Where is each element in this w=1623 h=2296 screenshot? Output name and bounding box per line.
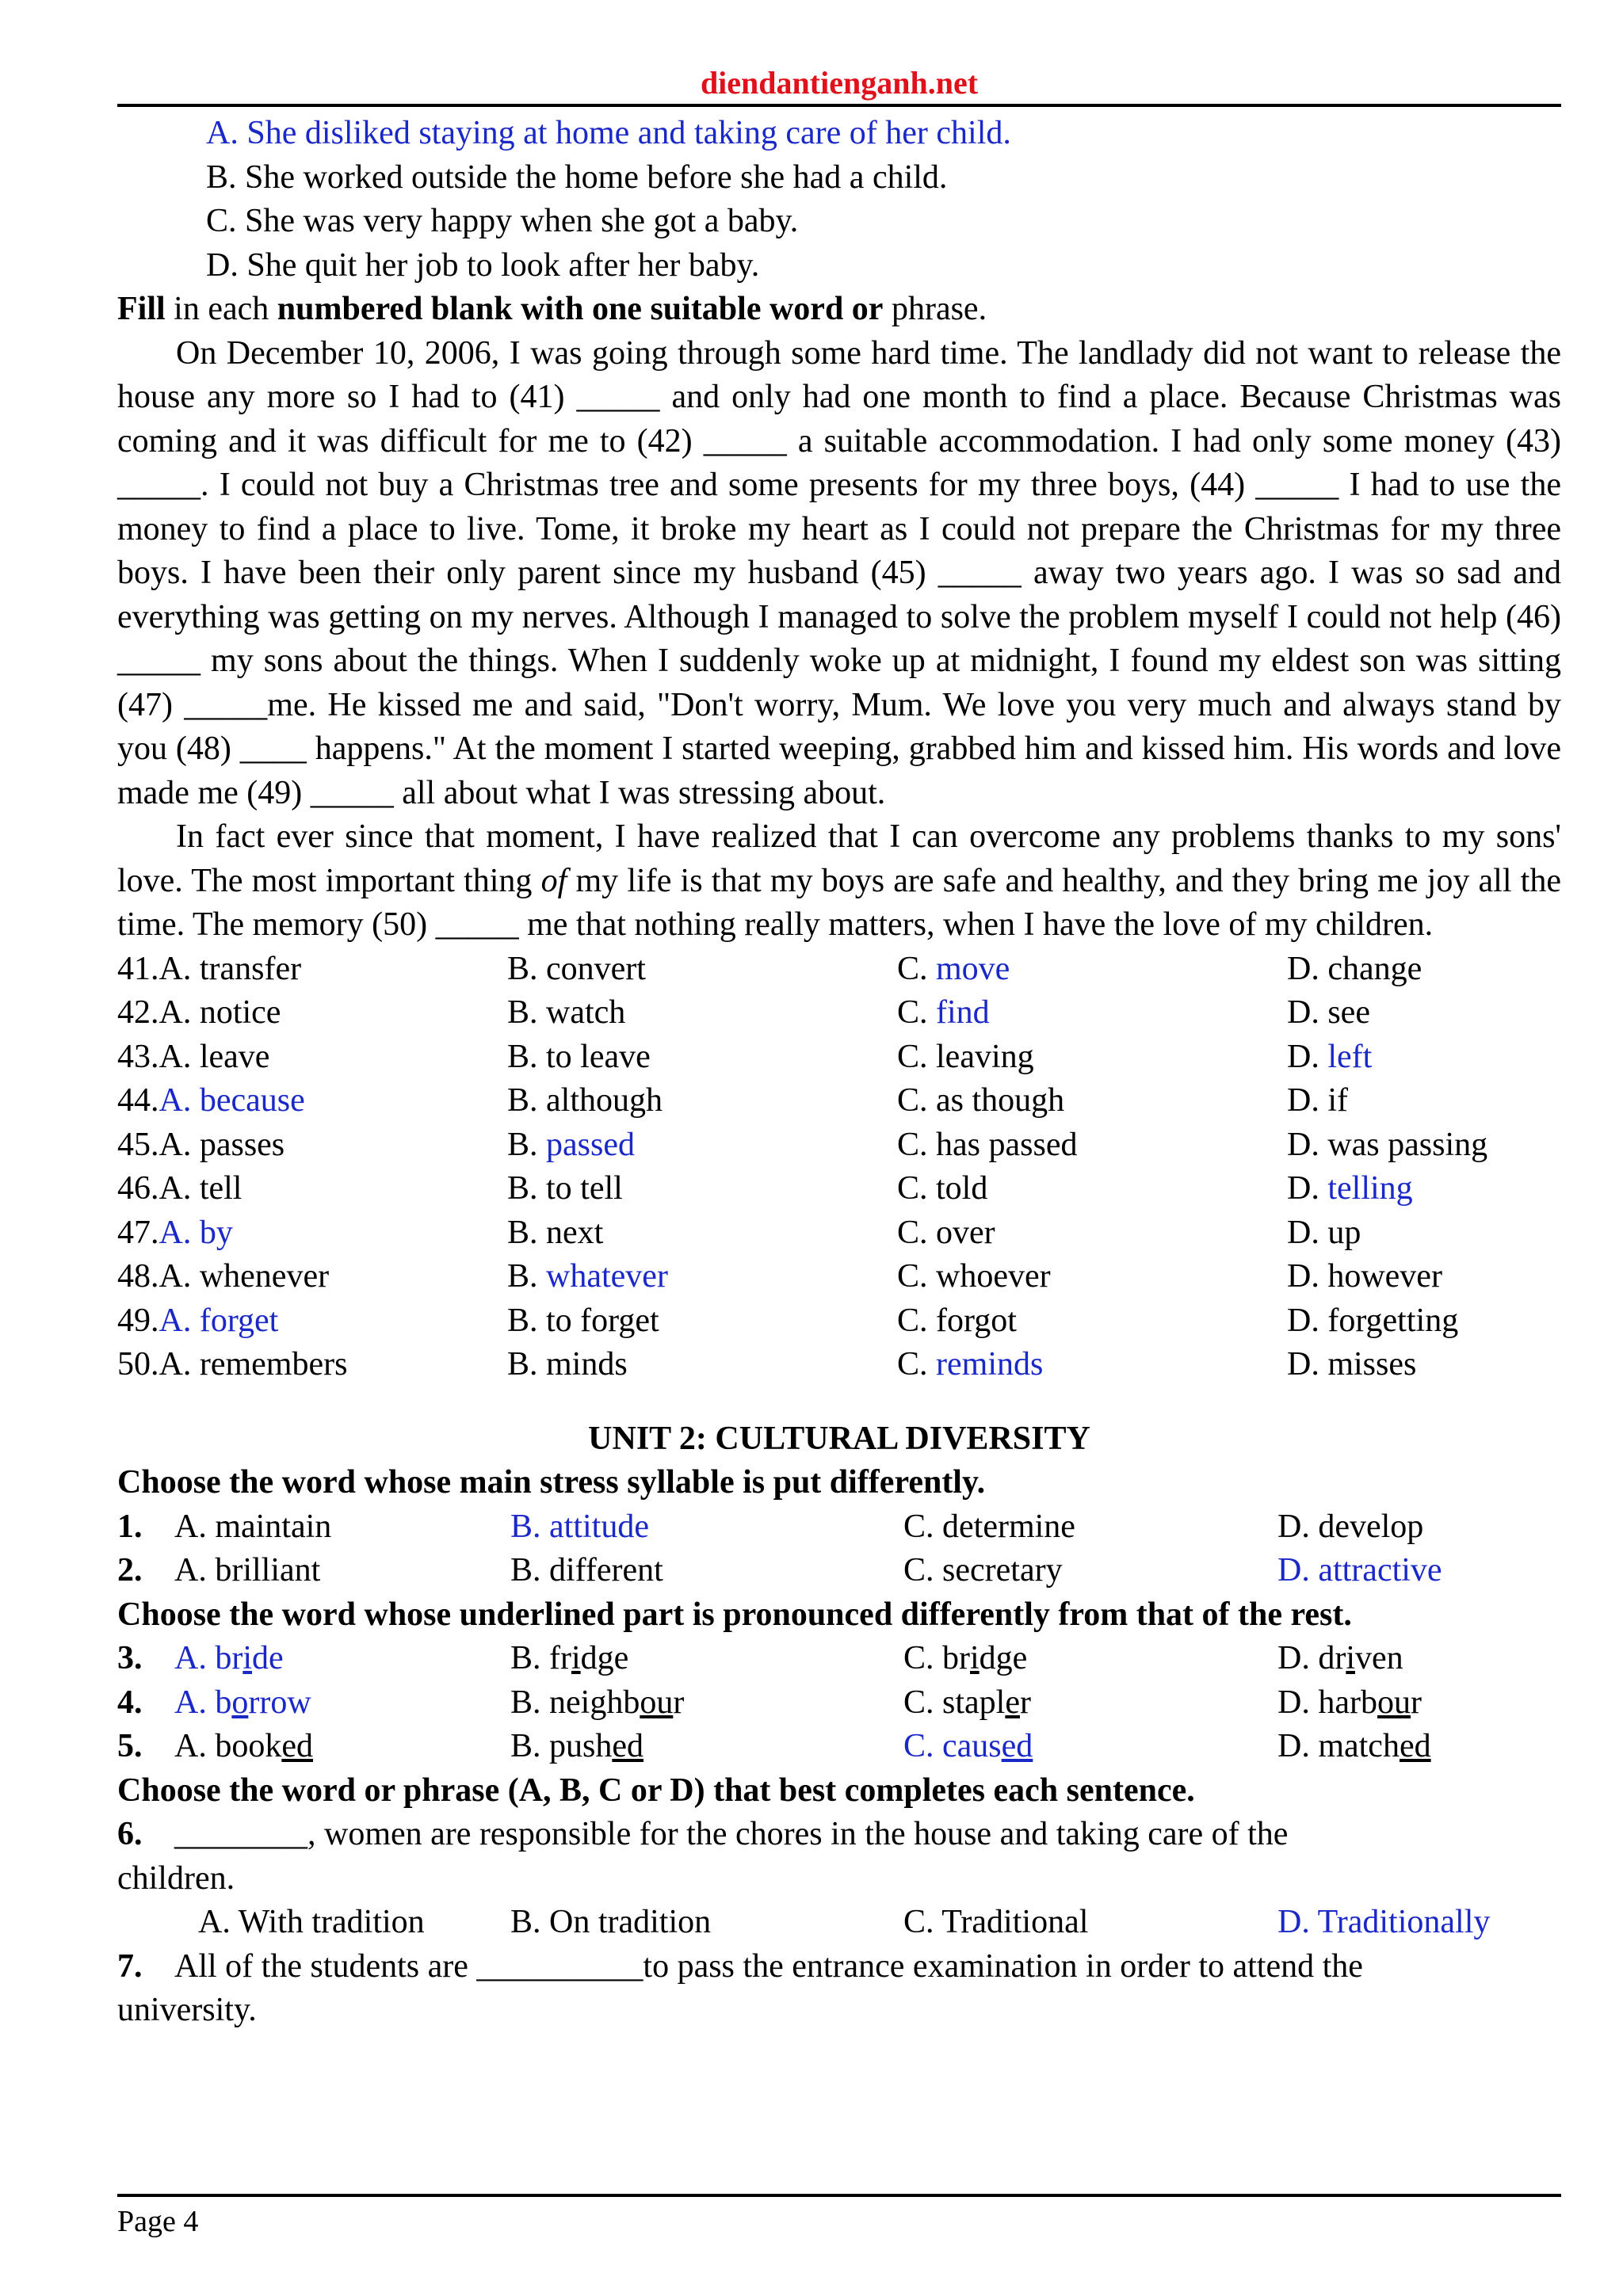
question-text: All of the students are __________to pass the entrance examination in order to attend the (174, 1947, 1363, 1985)
option-word: passed (546, 1126, 635, 1163)
option-correct (174, 1681, 311, 1726)
option-text: dge (979, 1640, 1028, 1676)
option-letter: C. (897, 994, 937, 1031)
option: A. transfer (158, 950, 302, 987)
answer-row (117, 1079, 1561, 1123)
answer-row (117, 991, 1561, 1035)
option: A. brilliant (174, 1552, 321, 1589)
prev-option-b: B. She worked outside the home before she had a child. (206, 158, 948, 196)
option-correct (507, 1255, 668, 1299)
option-letter: C. (897, 1346, 937, 1383)
answer-number-and-option (117, 1167, 242, 1211)
option (510, 1725, 643, 1769)
option-correct: D. attractive (1277, 1552, 1442, 1589)
option-text: rrow (248, 1684, 311, 1721)
option: A. With tradition (198, 1904, 425, 1940)
answer-number: 46. (117, 1170, 159, 1207)
option: C. secretary (903, 1552, 1063, 1589)
answer-number-and-option (117, 1255, 329, 1299)
option: B. to leave (507, 1038, 651, 1075)
underlined-part: ou (1377, 1684, 1411, 1721)
option: B. convert (507, 950, 646, 987)
stress-instruction: Choose the word whose main stress syllable is put differently. (117, 1464, 986, 1501)
question-row (117, 1549, 1561, 1593)
question-number: 4. (117, 1684, 143, 1721)
option: C. leaving (897, 1038, 1034, 1075)
passage-text: my life is that my boys are safe and healthy, and they bring me joy all the time. The memory (50) _____ me that nothing really matters, when I have the love of my children. (117, 862, 1561, 943)
site-header: diendantienganh.net (700, 65, 979, 101)
option: C. whoever (897, 1258, 1051, 1295)
question-number: 6. (117, 1816, 143, 1852)
option-correct (507, 1123, 635, 1168)
underlined-part: ou (640, 1684, 674, 1721)
option-text: C. br (903, 1640, 970, 1676)
fill-instruction (117, 288, 1561, 332)
option (510, 1637, 628, 1681)
option-text: C. stapl (903, 1684, 1006, 1721)
option: A. passes (158, 1126, 285, 1163)
option-letter: B. (507, 1258, 547, 1295)
fill-instruction-part: phrase. (883, 291, 987, 327)
question-text-continued: children. (117, 1859, 235, 1897)
option-text: D. dr (1277, 1640, 1346, 1676)
question-options-row (117, 1901, 1561, 1945)
underlined-part: i (970, 1640, 980, 1676)
option-correct (897, 991, 990, 1035)
option: A. remembers (158, 1346, 348, 1383)
option-text: B. push (510, 1728, 613, 1764)
option: C. as though (897, 1082, 1065, 1119)
prev-option-a: A. She disliked staying at home and taking care of her child. (206, 115, 1011, 151)
page-number: Page 4 (117, 2205, 199, 2238)
spacer (117, 1387, 1561, 1417)
option-correct: A. forget (158, 1302, 279, 1339)
answer-options-list (117, 948, 1561, 1387)
answer-row (117, 1299, 1561, 1344)
option (174, 1725, 313, 1769)
option: B. to tell (507, 1170, 623, 1207)
option-letter: B. (507, 1126, 547, 1163)
option-text: A. b (174, 1684, 232, 1721)
question-row (117, 1813, 1561, 1857)
passage-text: In fact ever since that moment, I have realized that I can overcome any problems thanks to my sons' love. The most important thing (117, 818, 1561, 899)
option-text: dge (580, 1640, 629, 1676)
option-correct: A. by (158, 1214, 233, 1251)
question-number: 7. (117, 1947, 143, 1985)
option-word: move (936, 950, 1010, 987)
underlined-part: i (1346, 1640, 1355, 1676)
option (1277, 1725, 1431, 1769)
option: D. misses (1287, 1346, 1417, 1383)
answer-number: 44. (117, 1082, 159, 1119)
fill-instruction-part: Fill (117, 291, 166, 327)
option: C. determine (903, 1508, 1075, 1545)
option: B. watch (507, 994, 626, 1031)
option: A. whenever (158, 1258, 330, 1295)
underlined-part: e (1005, 1684, 1020, 1721)
underlined-part: i (242, 1640, 252, 1676)
underlined-part: i (571, 1640, 581, 1676)
option: C. has passed (897, 1126, 1078, 1163)
option: A. leave (158, 1038, 270, 1075)
option: D. change (1287, 950, 1423, 987)
option: D. up (1287, 1214, 1361, 1251)
option-text: B. fr (510, 1640, 571, 1676)
option: D. was passing (1287, 1126, 1488, 1163)
option: D. if (1287, 1082, 1348, 1119)
option-text: r (1410, 1684, 1422, 1721)
option: D. however (1287, 1258, 1442, 1295)
option: C. over (897, 1214, 995, 1251)
option-text: r (1020, 1684, 1031, 1721)
option: A. maintain (174, 1508, 332, 1545)
question-text: ________, women are responsible for the chores in the house and taking care of the (174, 1816, 1289, 1852)
option-letter: D. (1287, 1170, 1328, 1207)
option: C. Traditional (903, 1904, 1089, 1940)
fill-instruction-part: in each (165, 291, 277, 327)
answer-number: 48. (117, 1258, 159, 1295)
answer-number-and-option (117, 1123, 285, 1168)
answer-number: 49. (117, 1302, 159, 1339)
option-correct (1287, 1167, 1413, 1211)
option-text: A. br (174, 1640, 243, 1676)
choose-instruction: Choose the word or phrase (A, B, C or D) that best completes each sentence. (117, 1772, 1195, 1809)
option-text: ven (1355, 1640, 1403, 1676)
option: B. to forget (507, 1302, 659, 1339)
option-word: reminds (936, 1346, 1044, 1383)
option (1277, 1681, 1422, 1726)
option-text: D. match (1277, 1728, 1400, 1764)
question-number: 2. (117, 1552, 143, 1589)
question-row (117, 1681, 1561, 1726)
question-row (117, 1945, 1561, 1989)
prev-option-d: D. She quit her job to look after her baby. (206, 246, 760, 284)
answer-row (117, 1211, 1561, 1256)
option-text: B. neighb (510, 1684, 640, 1721)
option-word: telling (1327, 1170, 1413, 1207)
option: C. forgot (897, 1302, 1017, 1339)
prev-option-c: C. She was very happy when she got a baby. (206, 203, 799, 239)
answer-row (117, 1343, 1561, 1387)
option-text: A. book (174, 1728, 282, 1764)
answer-number: 45. (117, 1126, 159, 1163)
option-correct (897, 1343, 1043, 1387)
passage-text-italic: of (540, 862, 567, 899)
option (903, 1681, 1031, 1726)
option-word: whatever (546, 1258, 668, 1295)
option (510, 1681, 684, 1726)
option-correct (1287, 1035, 1372, 1080)
pronunciation-instruction: Choose the word whose underlined part is pronounced differently from that of the rest. (117, 1596, 1352, 1633)
option: B. although (507, 1082, 663, 1119)
option: B. On tradition (510, 1904, 712, 1940)
option-text: D. harb (1277, 1684, 1377, 1721)
option: C. told (897, 1170, 988, 1207)
underlined-part: ed (281, 1728, 313, 1764)
question-row (117, 1637, 1561, 1681)
option-text: r (673, 1684, 685, 1721)
answer-number-and-option (117, 948, 301, 992)
passage-paragraph-1: On December 10, 2006, I was going through some hard time. The landlady did not want to release the house any more so I had to (41) _____ and only had one month to find a place. Because Christmas was coming and it was difficult for me to (42) _____ a suitable accommodation. I had only some money (43) _____. I could not buy a Christmas tree and some presents for my three boys, (44) _____ I had to use the money to find a place to live. Tome, it broke my heart as I could not prepare the Christmas for my three boys. I have been their only parent since my husband (45) _____ away two years ago. I was so sad and everything was getting on my nerves. Although I managed to solve the problem myself I could not help (46) _____ my sons about the things. When I suddenly woke up at midnight, I found my eldest son was sitting (47) _____me. He kissed me and said, "Don't worry, Mum. We love you very much and always stand by you (48) ____ happens." At the moment I started weeping, grabbed him and kissed him. His words and love made me (49) _____ all about what I was stressing about. (117, 334, 1561, 811)
answer-number-and-option (117, 1299, 278, 1344)
question-number: 1. (117, 1508, 143, 1545)
question-number: 5. (117, 1728, 143, 1764)
option: D. develop (1277, 1508, 1424, 1545)
answer-number-and-option (117, 1079, 305, 1123)
passage-paragraph-2 (117, 815, 1561, 948)
answer-number: 50. (117, 1346, 159, 1383)
answer-row (117, 1167, 1561, 1211)
option-text: de (252, 1640, 284, 1676)
footer-rule (117, 2194, 1561, 2197)
answer-number-and-option (117, 1211, 233, 1256)
unit-title: UNIT 2: CULTURAL DIVERSITY (588, 1420, 1090, 1457)
answer-number: 41. (117, 950, 159, 987)
underlined-part: ed (1399, 1728, 1431, 1764)
option-text: C. caus (903, 1728, 1002, 1764)
option (903, 1637, 1027, 1681)
option-correct (897, 948, 1010, 992)
option-letter: C. (897, 950, 937, 987)
answer-number: 42. (117, 994, 159, 1031)
option: B. minds (507, 1346, 628, 1383)
answer-row (117, 1123, 1561, 1168)
option (1277, 1637, 1403, 1681)
option-correct: A. because (158, 1082, 305, 1119)
question-row (117, 1725, 1561, 1769)
answer-number-and-option (117, 991, 281, 1035)
answer-number: 47. (117, 1214, 159, 1251)
option-correct (903, 1725, 1033, 1769)
underlined-part: ed (612, 1728, 644, 1764)
option: B. next (507, 1214, 604, 1251)
option: A. notice (158, 994, 281, 1031)
header-rule (117, 104, 1561, 107)
answer-row (117, 1035, 1561, 1080)
option-word: find (936, 994, 990, 1031)
option-word: left (1327, 1038, 1373, 1075)
answer-number-and-option (117, 1343, 347, 1387)
fill-instruction-part: numbered blank with one suitable word or (277, 291, 884, 327)
option: B. different (510, 1552, 663, 1589)
option-correct: B. attitude (510, 1508, 649, 1545)
question-row (117, 1505, 1561, 1550)
answer-row (117, 1255, 1561, 1299)
answer-number-and-option (117, 1035, 269, 1080)
underlined-part: ed (1001, 1728, 1033, 1764)
question-text-continued: university. (117, 1992, 257, 2028)
option: A. tell (158, 1170, 242, 1207)
page-content (117, 112, 1561, 2033)
option: D. forgetting (1287, 1302, 1459, 1339)
answer-row (117, 948, 1561, 992)
question-number: 3. (117, 1640, 143, 1676)
answer-number: 43. (117, 1038, 159, 1075)
option-letter: D. (1287, 1038, 1328, 1075)
option: D. see (1287, 994, 1370, 1031)
option-correct: D. Traditionally (1277, 1904, 1491, 1940)
underlined-part: o (231, 1684, 249, 1721)
option-correct (174, 1637, 284, 1681)
